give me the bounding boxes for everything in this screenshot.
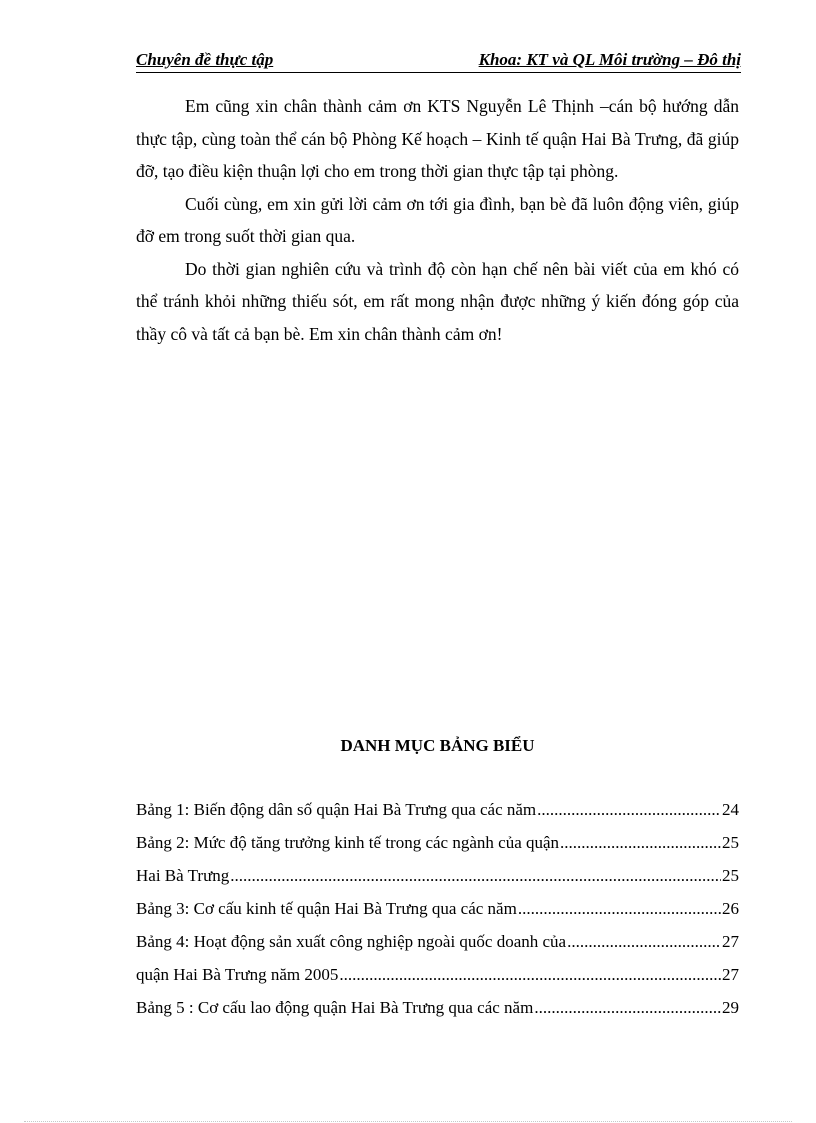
- toc-entry-text: Bảng 5 : Cơ cấu lao động quận Hai Bà Trưng qua các năm: [136, 998, 534, 1017]
- body-text: [136, 90, 739, 350]
- paragraph: Cuối cùng, em xin gửi lời cảm ơn tới gia đình, bạn bè đã luôn động viên, giúp đỡ em trong suốt thời gian qua.: [136, 193, 739, 246]
- paragraph: Do thời gian nghiên cứu và trình độ còn hạn chế nên bài viết của em khó có thể tránh khỏi những thiếu sót, em rất mong nhận được những ý kiến đóng góp của thầy cô và tất cả bạn bè. Em xin chân thành cảm ơn!: [136, 258, 739, 344]
- toc-entry: [136, 833, 739, 866]
- toc-entry-text: Hai Bà Trưng: [136, 866, 230, 885]
- page-bottom-border: [24, 1121, 792, 1122]
- toc-title: DANH MỤC BẢNG BIỂU: [340, 736, 535, 755]
- toc-leader: [537, 800, 721, 820]
- toc-leader: [339, 965, 721, 985]
- page-header: [136, 50, 741, 73]
- toc-entry-page: 27: [722, 965, 739, 984]
- toc-entry: [136, 965, 739, 998]
- toc-entry-text: Bảng 2: Mức độ tăng trưởng kinh tế trong các ngành của quận: [136, 833, 560, 852]
- header-left-title: Chuyên đề thực tập: [136, 50, 274, 69]
- toc-list: [136, 800, 739, 1031]
- toc-entry: [136, 899, 739, 932]
- toc-entry-text: Bảng 3: Cơ cấu kinh tế quận Hai Bà Trưng qua các năm: [136, 899, 517, 918]
- header-right-title: Khoa: KT và QL Môi trường – Đô thị: [478, 50, 741, 69]
- toc-leader: [534, 998, 721, 1018]
- toc-entry-page: 24: [722, 800, 739, 819]
- toc-entry-text: quận Hai Bà Trưng năm 2005: [136, 965, 339, 984]
- toc-leader: [518, 899, 721, 919]
- toc-entry-page: 25: [722, 833, 739, 852]
- paragraph: Em cũng xin chân thành cảm ơn KTS Nguyễn Lê Thịnh –cán bộ hướng dẫn thực tập, cùng toàn thể cán bộ Phòng Kế hoạch – Kinh tế quận Hai Bà Trưng, đã giúp đỡ, tạo điều kiện thuận lợi cho em trong thời gian thực tập tại phòng.: [136, 96, 739, 181]
- toc-entry: [136, 998, 739, 1031]
- toc-entry-page: 25: [722, 866, 739, 885]
- toc-entry: [136, 800, 739, 833]
- toc-entry-page: 29: [722, 998, 739, 1017]
- toc-entry-text: Bảng 1: Biến động dân số quận Hai Bà Trưng qua các năm: [136, 800, 537, 819]
- toc-entry: [136, 932, 739, 965]
- toc-entry-page: 27: [722, 932, 739, 951]
- toc-leader: [230, 866, 721, 886]
- toc-entry: [136, 866, 739, 899]
- toc-leader: [560, 833, 721, 853]
- toc-leader: [567, 932, 721, 952]
- toc-entry-text: Bảng 4: Hoạt động sản xuất công nghiệp ngoài quốc doanh của: [136, 932, 567, 951]
- toc-entry-page: 26: [722, 899, 739, 918]
